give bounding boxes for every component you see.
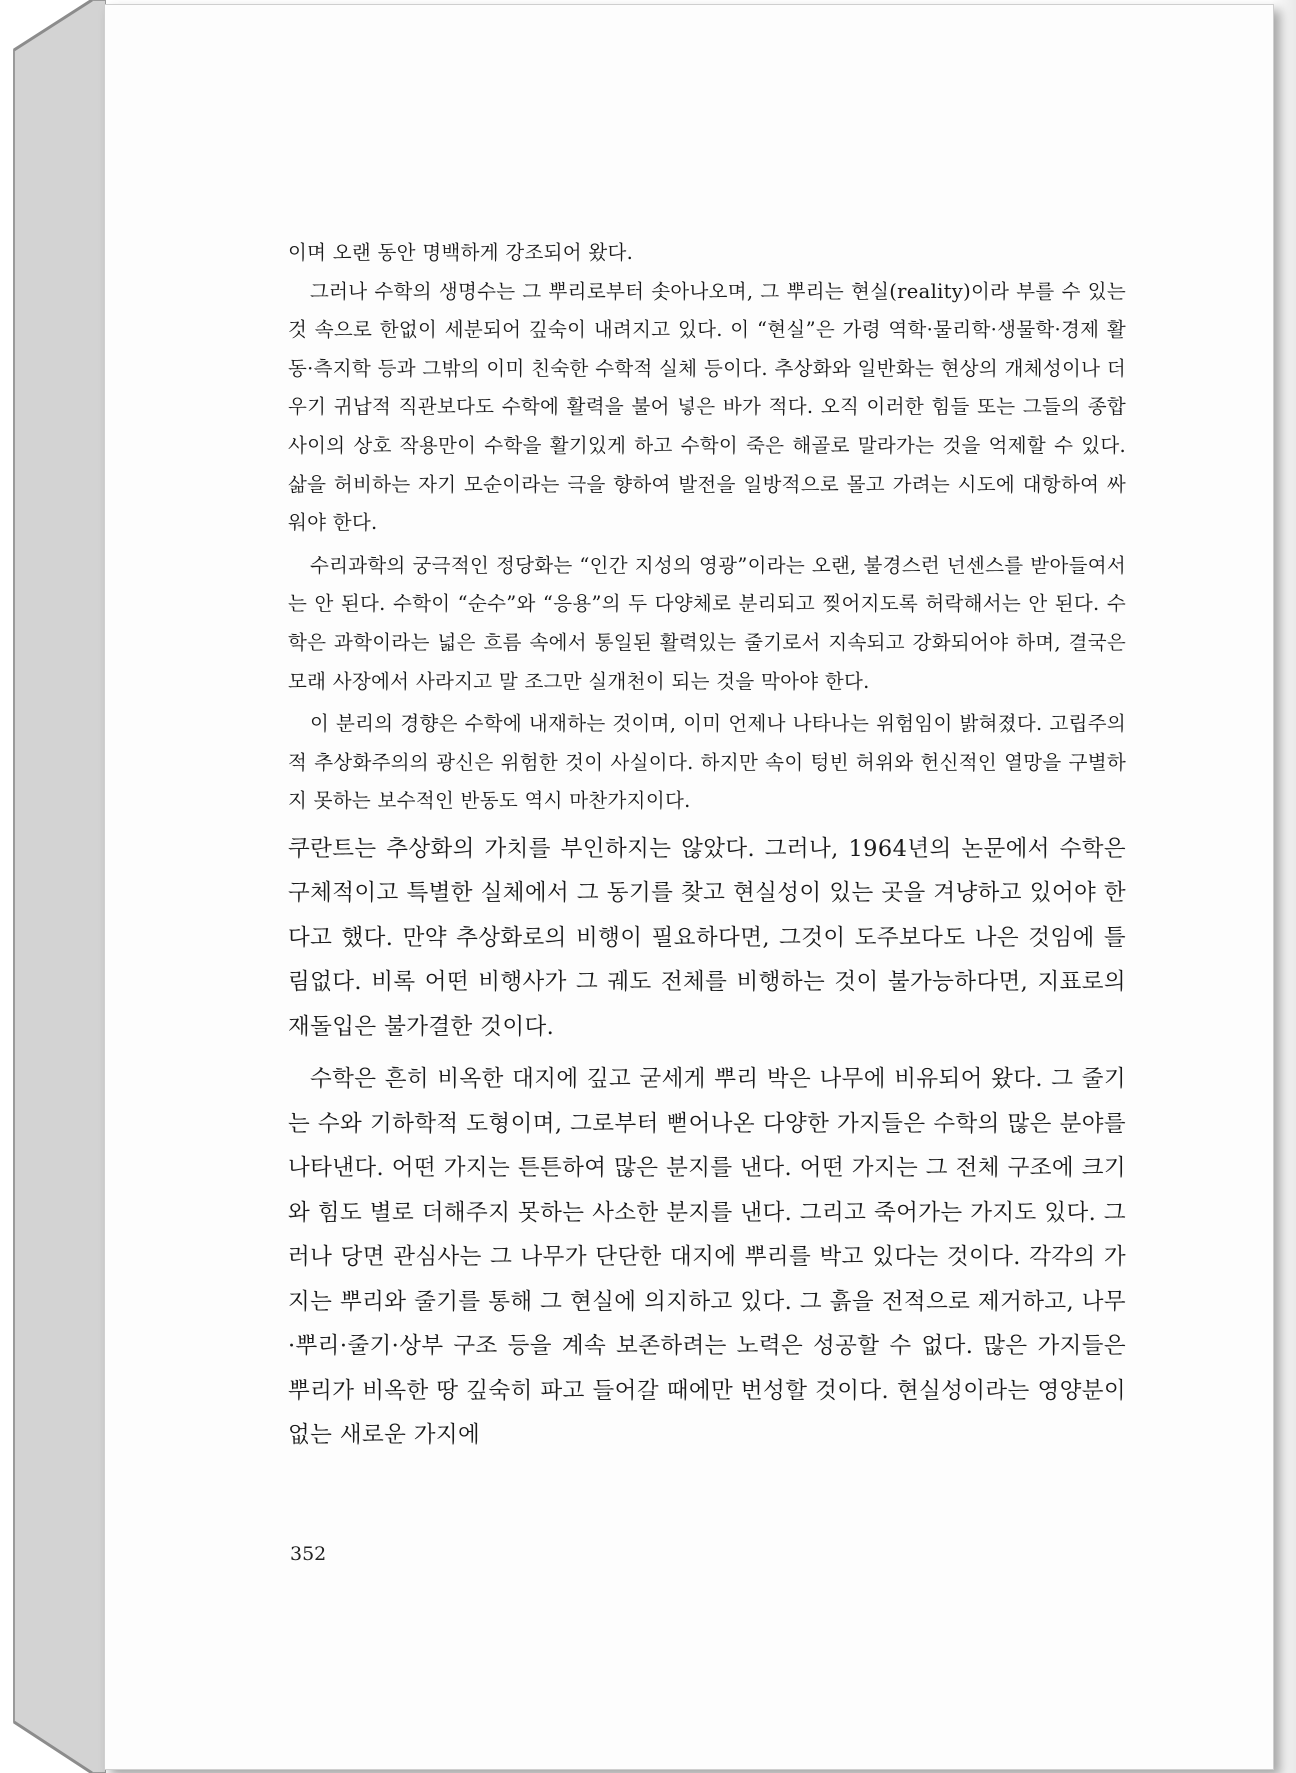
page-number: 352 <box>290 1543 327 1565</box>
book-spine <box>0 0 106 1773</box>
page-body <box>288 234 1126 1458</box>
paragraph-1: 이며 오랜 동안 명백하게 강조되어 왔다. <box>288 241 634 264</box>
paragraph-4: 이 분리의 경향은 수학에 내재하는 것이며, 이미 언제나 나타나는 위험임이 밝혀졌다. 고립주의적 추상화주의의 광신은 위험한 것이 사실이다. 하지만 속이 텅빈 허위와 헌신적인 열망을 구별하지 못하는 보수적인 반동도 역시 마찬가지이다. <box>288 712 1126 813</box>
paragraph-6: 수학은 흔히 비옥한 대지에 깊고 굳세게 뿌리 박은 나무에 비유되어 왔다. 그 줄기는 수와 기하학적 도형이며, 그로부터 뻗어나온 다양한 가지들은 수학의 많은 분야를 나타낸다. 어떤 가지는 튼튼하여 많은 분지를 낸다. 어떤 가지는 그 전체 구조에 크기와 힘도 별로 더해주지 못하는 사소한 분지를 낸다. 그리고 죽어가는 가지도 있다. 그러나 당면 관심사는 그 나무가 단단한 대지에 뿌리를 박고 있다는 것이다. 각각의 가지는 뿌리와 줄기를 통해 그 현실에 의지하고 있다. 그 흙을 전적으로 제거하고, 나무·뿌리·줄기·상부 구조 등을 계속 보존하려는 노력은 성공할 수 없다. 많은 가지들은 뿌리가 비옥한 땅 깊숙히 파고 들어갈 때에만 번성할 것이다. 현실성이라는 영양분이 없는 새로운 가지에 <box>288 1066 1126 1449</box>
paragraph-3: 수리과학의 궁극적인 정당화는 “인간 지성의 영광”이라는 오랜, 불경스런 넌센스를 받아들여서는 안 된다. 수학이 “순수”와 “응용”의 두 다양체로 분리되고 찢어지도록 허락해서는 안 된다. 수학은 과학이라는 넓은 흐름 속에서 통일된 활력있는 줄기로서 지속되고 강화되어야 하며, 결국은 모래 사장에서 사라지고 말 조그만 실개천이 되는 것을 막아야 한다. <box>288 553 1126 693</box>
paragraph-5: 쿠란트는 추상화의 가치를 부인하지는 않았다. 그러나, 1964년의 논문에서 수학은 구체적이고 특별한 실체에서 그 동기를 찾고 현실성이 있는 곳을 겨냥하고 있어야 한다고 했다. 만약 추상화로의 비행이 필요하다면, 그것이 도주보다도 나은 것임에 틀림없다. 비록 어떤 비행사가 그 궤도 전체를 비행하는 것이 불가능하다면, 지표로의 재돌입은 불가결한 것이다. <box>288 835 1126 1040</box>
paragraph-2: 그러나 수학의 생명수는 그 뿌리로부터 솟아나오며, 그 뿌리는 현실(reality)이라 부를 수 있는 것 속으로 한없이 세분되어 깊숙이 내려지고 있다. 이 “현실”은 가령 역학·물리학·생물학·경제 활동·측지학 등과 그밖의 이미 친숙한 수학적 실체 등이다. 추상화와 일반화는 현상의 개체성이나 더우기 귀납적 직관보다도 수학에 활력을 불어 넣은 바가 적다. 오직 이러한 힘들 또는 그들의 종합 사이의 상호 작용만이 수학을 활기있게 하고 수학이 죽은 해골로 말라가는 것을 억제할 수 있다. 삶을 허비하는 자기 모순이라는 극을 향하여 발전을 일방적으로 몰고 가려는 시도에 대항하여 싸워야 한다. <box>288 279 1126 535</box>
